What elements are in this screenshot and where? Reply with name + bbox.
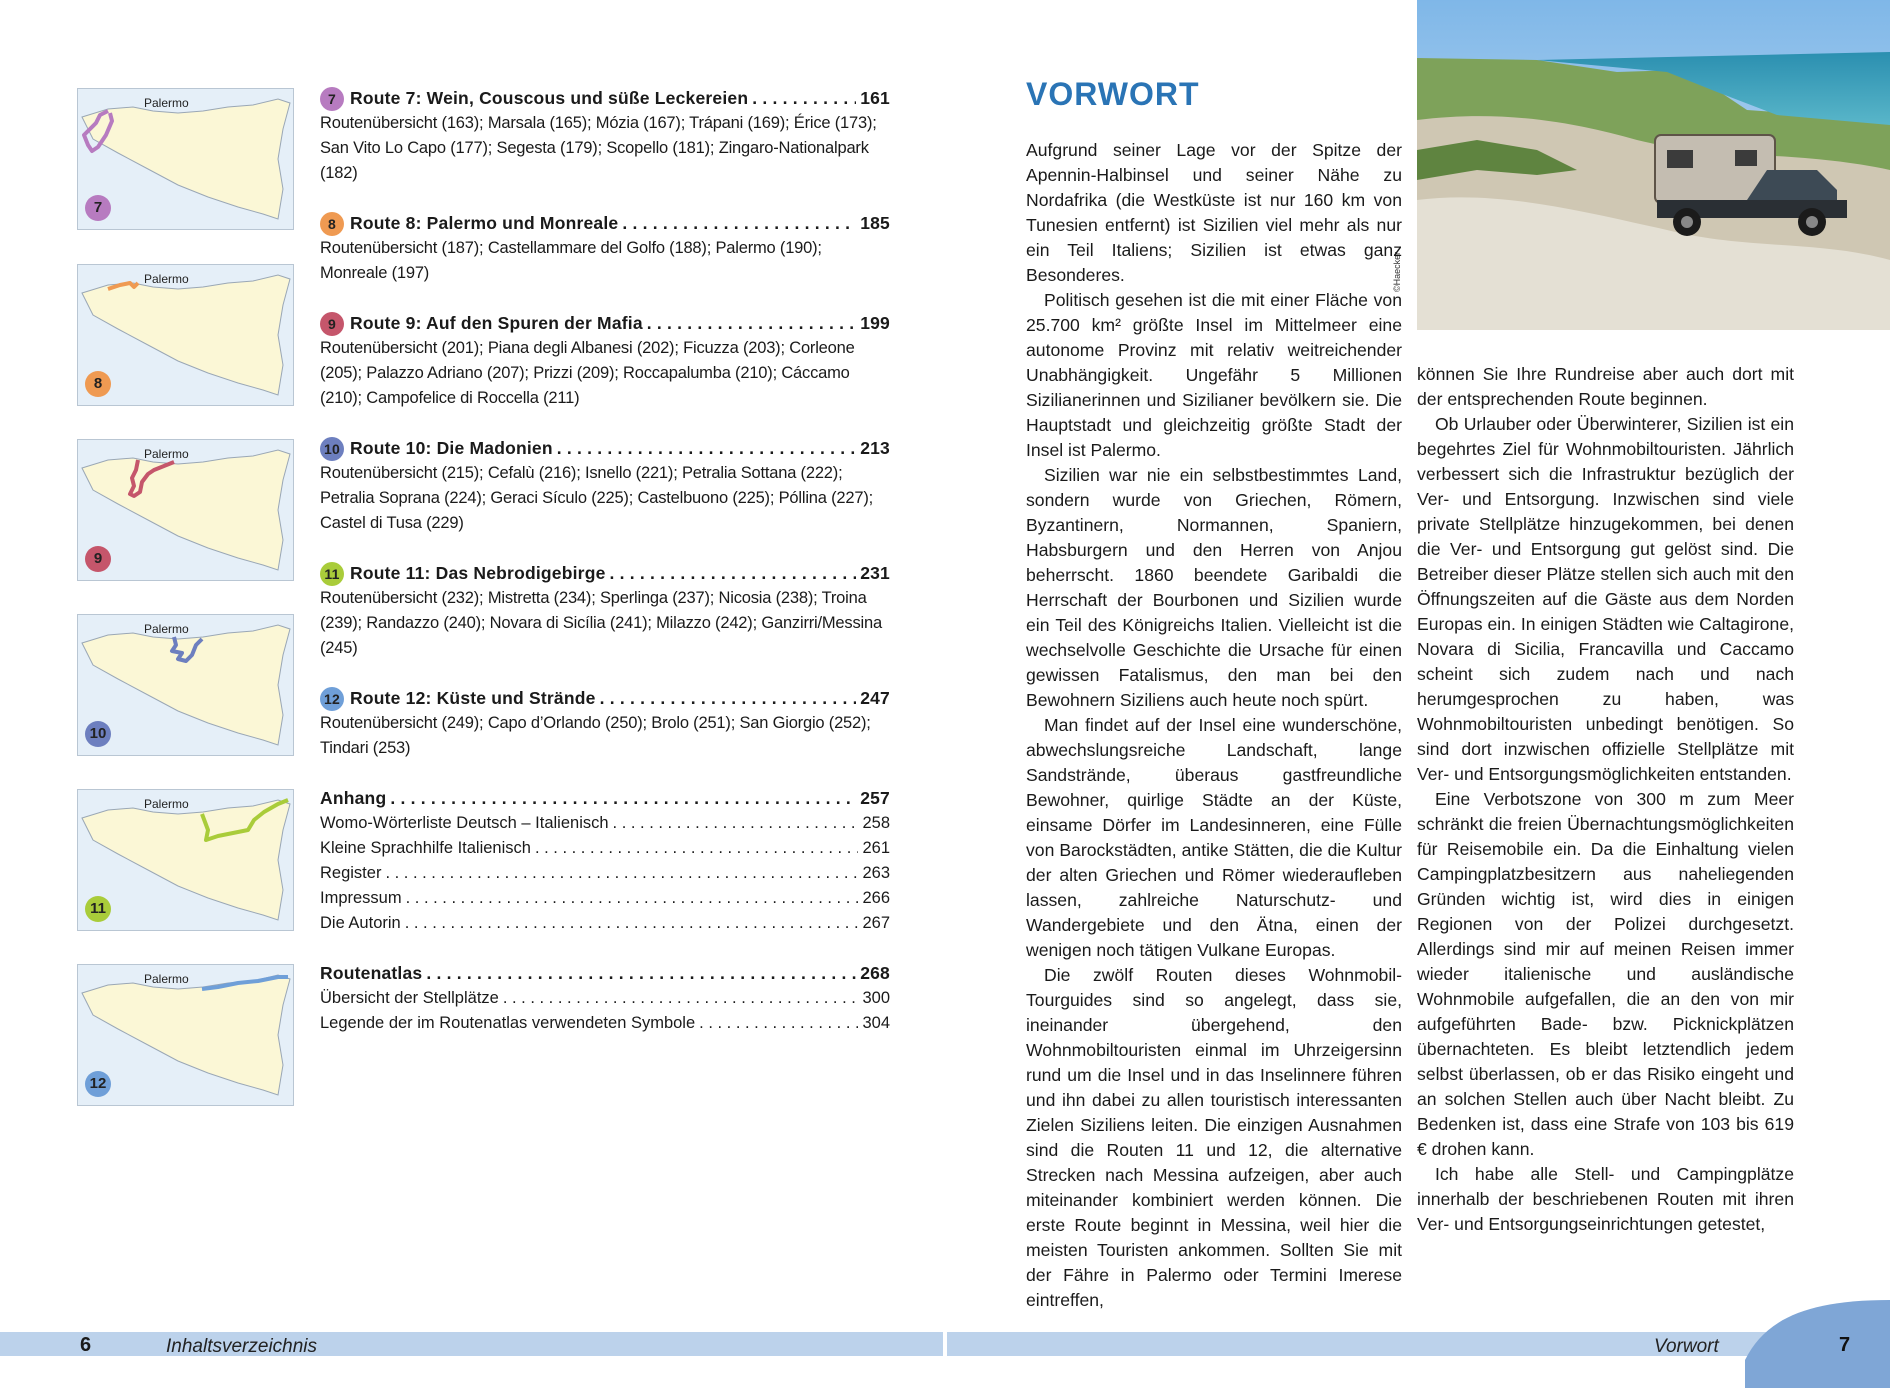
text-column-1 <box>1026 138 1402 1313</box>
paragraph: Sizilien war nie ein selbstbestimmtes Land, sondern wurde von Griechen, Römern, Byzantinern, Normannen, Spaniern, Habsburgern und den Herren von Anjou beherrscht. 1860 beendete Garibaldi die Herrschaft der Bourbonen und Sizilien wurde ein Teil des Königreichs Italien. Vielleicht ist die wechselvolle Geschichte die Ursache für einen gewissen Fatalismus, den man bei den Bewohnern Siziliens auch heute noch spürt. <box>1026 465 1402 710</box>
toc-subentry-page: 300 <box>862 989 890 1007</box>
toc-entry-sublist: Routenübersicht (232); Mistretta (234); Sperlinga (237); Nicosia (238); Troina (239); Randazzo (240); Novara di Sicília (241); Milazzo (242); Ganzirri/Messina (245) <box>320 589 882 657</box>
table-of-contents <box>320 86 890 1061</box>
toc-subentry-label: Impressum <box>320 889 402 907</box>
toc-entry-page: 213 <box>860 438 890 458</box>
toc-entry-route-10[interactable] <box>320 436 890 536</box>
toc-subentry[interactable] <box>320 911 890 936</box>
route-map-12 <box>77 964 294 1106</box>
route-badge: 8 <box>85 371 111 397</box>
route-badge: 9 <box>320 312 344 336</box>
toc-entry-page: 257 <box>860 788 890 808</box>
toc-entry-route-7[interactable] <box>320 86 890 186</box>
route-badge: 11 <box>85 896 111 922</box>
toc-subentry-label: Kleine Sprachhilfe Italienisch <box>320 839 531 857</box>
camper-coast-photo <box>1417 0 1890 330</box>
toc-subentry[interactable] <box>320 811 890 836</box>
toc-subentry-page: 261 <box>862 839 890 857</box>
route-map-11 <box>77 789 294 931</box>
route-badge: 7 <box>85 195 111 221</box>
photo-credit: ©Haecker <box>1392 251 1402 292</box>
toc-entry-title: Route 7: Wein, Couscous und süße Leckereien <box>350 88 749 108</box>
toc-entry-route-9[interactable] <box>320 311 890 411</box>
toc-entry-sublist: Routenübersicht (249); Capo d’Orlando (250); Brolo (251); San Giorgio (252); Tindari (253) <box>320 714 871 757</box>
toc-entry-sublist: Routenübersicht (163); Marsala (165); Mózia (167); Trápani (169); Érice (173); San Vito Lo Capo (177); Segesta (179); Scopello (181); Zingaro-Nationalpark (182) <box>320 114 877 182</box>
toc-subentry-label: Legende der im Routenatlas verwendeten Symbole <box>320 1014 696 1032</box>
toc-entry-title: Route 8: Palermo und Monreale <box>350 213 619 233</box>
toc-subentry-page: 266 <box>862 889 890 907</box>
toc-subentry[interactable] <box>320 886 890 911</box>
page-number: 6 <box>80 1334 92 1356</box>
paragraph: Ich habe alle Stell- und Campingplätze innerhalb der beschriebenen Routen mit ihren Ver- und Entsorgungseinrichtungen getestet, <box>1417 1164 1794 1234</box>
toc-subentry-label: Womo-Wörterliste Deutsch – Italienisch <box>320 814 609 832</box>
paragraph: Aufgrund seiner Lage vor der Spitze der Apennin-Halbinsel und seiner Nähe zu Nordafrika (die Westküste ist nur 160 km von Tunesien entfernt) ist Sizilien viel mehr als nur ein Teil Italiens; Sizilien ist etwas ganz Besonderes. <box>1026 140 1402 285</box>
route-badge: 7 <box>320 87 344 111</box>
toc-entry-page: 247 <box>860 688 890 708</box>
paragraph: Die zwölf Routen dieses Wohnmobil-Tourguides sind so angelegt, dass sie, ineinander übergehend, den Wohnmobiltouristen einmal im Uhrzeigersinn rund um die Insel und in das Inselinnere führen und ihn dabei zu allen touristisch interessanten Zielen Siziliens leiten. Die einzigen Ausnahmen sind die Routen 11 und 12, die alternative Strecken nach Messina aufzeigen, aber auch miteinander kombiniert werden können. Die erste Route beginnt in Messina, weil hier die meisten Touristen ankommen. Sollten Sie mit der Fähre in Palermo oder Termini Imerese eintreffen, <box>1026 965 1402 1310</box>
page-number: 7 <box>1839 1334 1851 1356</box>
toc-entry-routenatlas[interactable] <box>320 961 890 1036</box>
route-map-8 <box>77 264 294 406</box>
toc-entry-route-12[interactable] <box>320 686 890 761</box>
map-city-label: Palermo <box>144 96 189 110</box>
toc-subentry-page: 267 <box>862 914 890 932</box>
route-map-7 <box>77 88 294 230</box>
toc-entry-page: 231 <box>860 563 890 583</box>
paragraph: Man findet auf der Insel eine wunderschöne, abwechslungsreiche Landschaft, lange Sandstrände, überaus gastfreundliche Bewohner, quirlige Städte an der Küste, einsame Dörfer im Landesinneren, eine Fülle von Barockstädten, antike Stätten, die die Kultur der alten Griechen und Römer wiederaufleben lassen, zahlreiche Naturschutz- und Wandergebiete und den Ätna, einen der wenigen noch tätigen Vulkane Europas. <box>1026 715 1402 960</box>
toc-entry-anhang[interactable] <box>320 786 890 936</box>
toc-entry-page: 268 <box>860 963 890 983</box>
route-badge: 11 <box>320 562 344 586</box>
toc-subentry[interactable] <box>320 1011 890 1036</box>
paragraph: Eine Verbotszone von 300 m zum Meer schränkt die freien Übernachtungsmöglichkeiten für Reisemobile ein. Da die Einhaltung vielen Campingplatzbesitzern aus naheliegenden Gründen wichtig ist, wird dies in einigen Regionen von der Polizei durchgesetzt. Allerdings sind mir auf meinen Reisen immer wieder italienische und ausländische Wohnmobile aufgefallen, die an den von mir aufgeführten Bade- bzw. Picknickplätzen übernachteten. Es bleibt letztendlich jedem selbst überlassen, ob er das Risiko eingeht und an solchen Stellen auch über Nacht bleibt. Zu Bedenken ist, dass eine Strafe von 103 bis 619 € drohen kann. <box>1417 789 1794 1159</box>
toc-entry-page: 185 <box>860 213 890 233</box>
paragraph: können Sie Ihre Rundreise aber auch dort mit der entsprechenden Route beginnen. <box>1417 364 1794 409</box>
toc-entry-title: Route 12: Küste und Strände <box>350 688 596 708</box>
route-badge: 10 <box>85 721 111 747</box>
toc-subentry-label: Register <box>320 864 382 882</box>
toc-entry-page: 199 <box>860 313 890 333</box>
toc-subentry-page: 304 <box>862 1014 890 1032</box>
route-badge: 12 <box>85 1071 111 1097</box>
toc-subentry-page: 258 <box>862 814 890 832</box>
toc-entry-title: Route 9: Auf den Spuren der Mafia <box>350 313 643 333</box>
toc-entry-title: Route 10: Die Madonien <box>350 438 553 458</box>
toc-entry-route-8[interactable] <box>320 211 890 286</box>
toc-entry-title: Route 11: Das Nebrodigebirge <box>350 563 606 583</box>
toc-subentry-label: Übersicht der Stellplätze <box>320 989 499 1007</box>
toc-entry-sublist: Routenübersicht (201); Piana degli Albanesi (202); Ficuzza (203); Corleone (205); Palazzo Adriano (207); Prizzi (209); Roccapalumba (210); Cáccamo (210); Campofelice di Roccella (211) <box>320 339 855 407</box>
toc-subentry[interactable] <box>320 836 890 861</box>
paragraph: Ob Urlauber oder Überwinterer, Sizilien ist ein begehrtes Ziel für Wohnmobiltouristen. Jährlich verbessert sich die Infrastruktur bezüglich der Ver- und Entsorgung. Inzwischen sind viele private Stellplätze hinzugekommen, bei denen die Ver- und Entsorgung gut gelöst sind. Die Betreiber dieser Plätze stellen sich auch mit den Öffnungszeiten auf die Gäste aus dem Norden Europas ein. In einigen Städten wie Caltagirone, Novara di Sicilia, Francavilla und Caccamo scheint sich zudem nach und nach herumgesprochen zu haben, was Wohnmobiltouristen unbedingt benötigen. So sind dort inzwischen offizielle Stellplätze mit Ver- und Entsorgungsmöglichkeiten entstanden. <box>1417 414 1794 784</box>
toc-subentry[interactable] <box>320 861 890 886</box>
toc-subentry[interactable] <box>320 986 890 1011</box>
footer-tab-shape <box>1745 1300 1890 1388</box>
route-map-9 <box>77 439 294 581</box>
footer-bar <box>0 1332 943 1356</box>
map-city-label: Palermo <box>144 622 189 636</box>
text-column-2 <box>1417 362 1794 1237</box>
toc-entry-sublist: Routenübersicht (187); Castellammare del Golfo (188); Palermo (190); Monreale (197) <box>320 239 822 282</box>
map-city-label: Palermo <box>144 272 189 286</box>
toc-subentry-page: 263 <box>862 864 890 882</box>
running-footer-title: Inhaltsverzeichnis <box>166 1336 318 1357</box>
right-page <box>945 0 1890 1388</box>
route-badge: 8 <box>320 212 344 236</box>
toc-entry-route-11[interactable] <box>320 561 890 661</box>
map-city-label: Palermo <box>144 797 189 811</box>
route-badge: 12 <box>320 687 344 711</box>
route-map-10 <box>77 614 294 756</box>
route-badge: 10 <box>320 437 344 461</box>
map-city-label: Palermo <box>144 972 189 986</box>
route-badge: 9 <box>85 546 111 572</box>
paragraph: Politisch gesehen ist die mit einer Fläche von 25.700 km² größte Insel im Mittelmeer eine autonome Provinz mit relativ weitreichender Unabhängigkeit. Ungefähr 5 Millionen Sizilianerinnen und Sizilianer bevölkern sie. Die Hauptstadt und gleichzeitig größte Stadt der Insel ist Palermo. <box>1026 290 1402 460</box>
map-city-label: Palermo <box>144 447 189 461</box>
toc-entry-title: Routenatlas <box>320 963 423 983</box>
toc-subentry-label: Die Autorin <box>320 914 401 932</box>
toc-entry-sublist: Routenübersicht (215); Cefalù (216); Isnello (221); Petralia Sottana (222); Petralia Soprana (224); Geraci Sículo (225); Castelbuono (225); Póllina (227); Castel di Tusa (229) <box>320 464 874 532</box>
toc-entry-page: 161 <box>860 88 890 108</box>
page-title: VORWORT <box>1026 76 1200 112</box>
toc-entry-title: Anhang <box>320 788 387 808</box>
running-footer-title: Vorwort <box>1654 1336 1719 1357</box>
